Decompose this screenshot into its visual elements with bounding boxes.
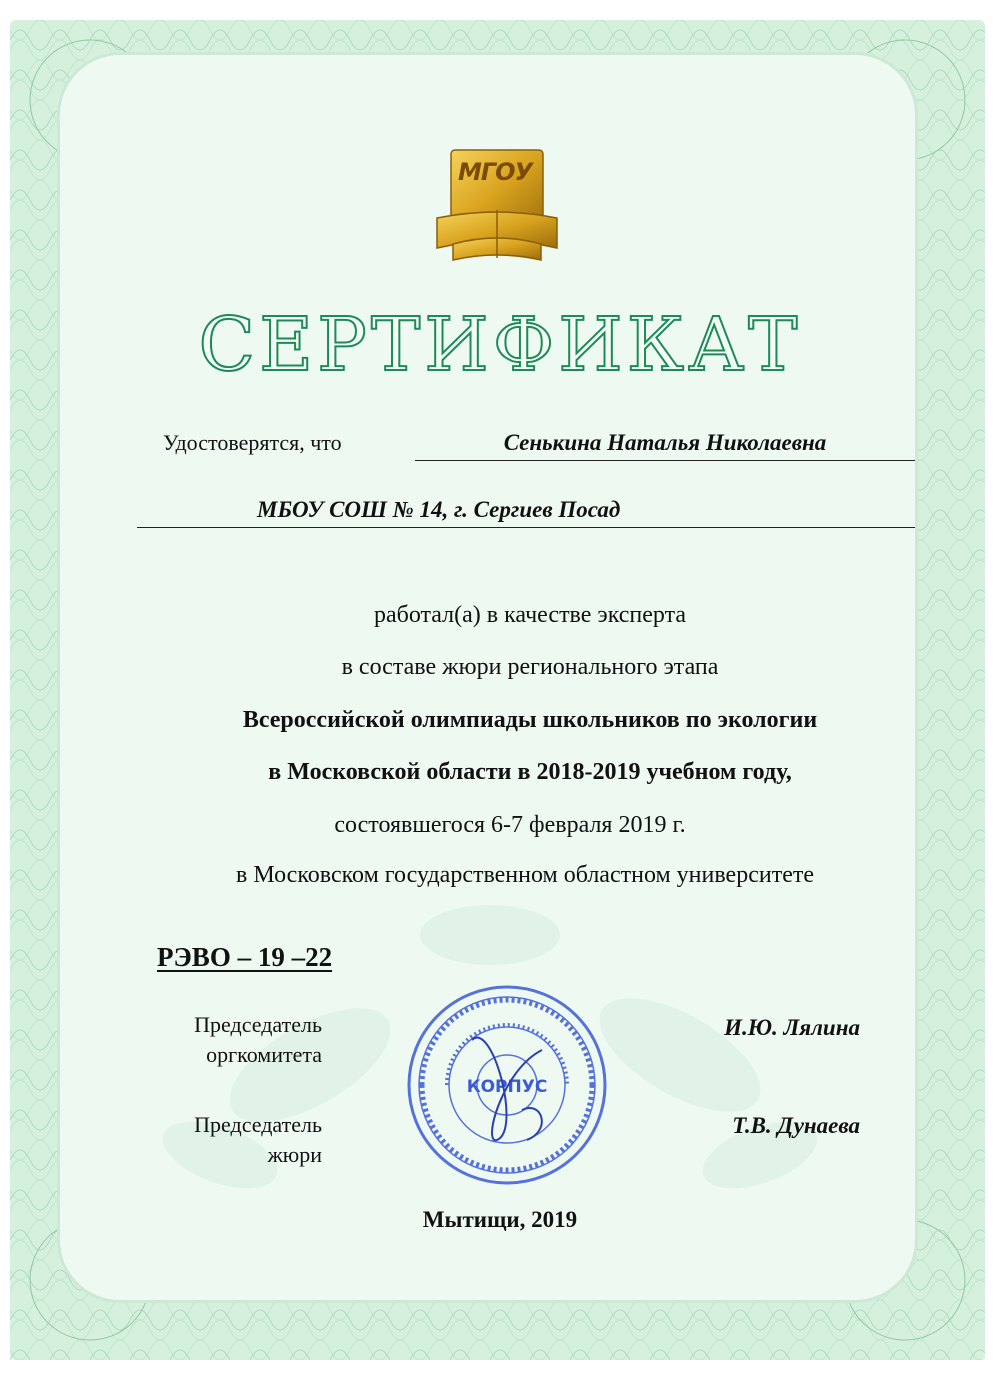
signatory-name-2: Т.В. Дунаева xyxy=(732,1113,860,1138)
body-line-1: работал(а) в качестве эксперта xyxy=(373,602,687,628)
certify-label: Удостоверятся, что xyxy=(163,430,342,455)
organization-name: МБОУ СОШ № 14, г. Сергиев Посад xyxy=(257,497,621,522)
university-line: в Московском государственном областном университете xyxy=(236,862,814,888)
certificate-code: РЭВО – 19 –22 xyxy=(157,942,333,972)
role-line: оргкомитета xyxy=(206,1042,322,1067)
organization-field xyxy=(137,497,915,528)
recipient-name: Сенькина Наталья Николаевна xyxy=(415,430,915,461)
signatory-role-2 xyxy=(150,1110,322,1170)
olympiad-title-line-2: в Московской области в 2018-2019 учебном году, xyxy=(268,759,792,785)
signatory-role-1 xyxy=(150,1010,322,1070)
role-line: жюри xyxy=(267,1142,322,1167)
official-stamp-icon xyxy=(402,980,612,1190)
date-line: состоявшегося 6-7 февраля 2019 г. xyxy=(334,812,686,838)
page-title: СЕРТИФИКАТ xyxy=(198,302,802,388)
body-line-2: в составе жюри регионального этапа xyxy=(341,654,719,680)
role-line: Председатель xyxy=(194,1112,322,1137)
role-line: Председатель xyxy=(194,1012,322,1037)
stamp-center-text: КОРПУС xyxy=(466,1077,548,1097)
footer-city-year: Мытищи, 2019 xyxy=(422,1207,578,1232)
olympiad-title-line-1: Всероссийской олимпиады школьников по экологии xyxy=(242,707,818,733)
signatory-name-1: И.Ю. Лялина xyxy=(724,1015,860,1040)
logo-text: МГОУ xyxy=(457,158,533,186)
